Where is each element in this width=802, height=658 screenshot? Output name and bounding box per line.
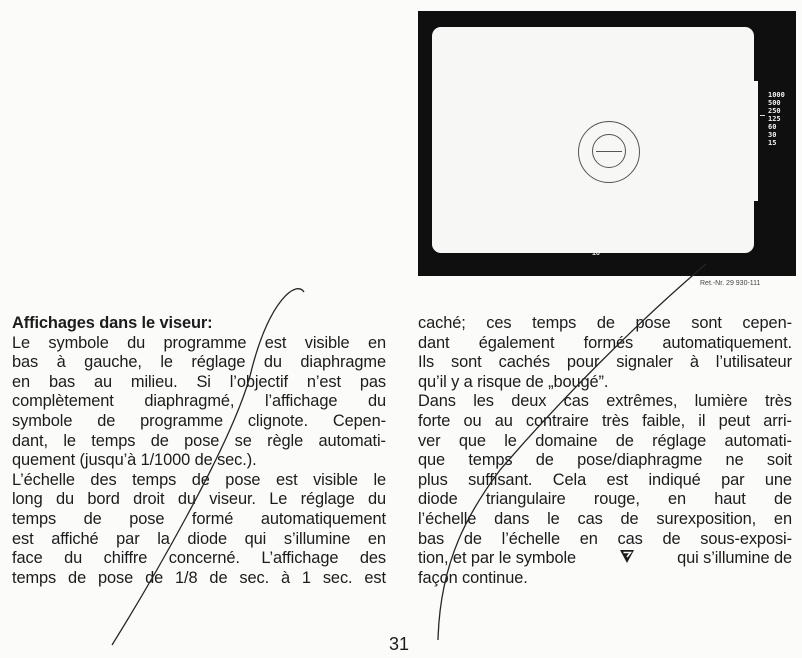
- word: milieu.: [130, 372, 178, 391]
- word: en: [12, 372, 31, 391]
- word: deux: [511, 392, 547, 411]
- word: temps: [132, 470, 177, 489]
- word: soit: [766, 451, 792, 470]
- word: caché;: [418, 314, 466, 332]
- text-fragment: tion, et par le symbole: [418, 549, 577, 568]
- word: viseur.: [209, 490, 256, 509]
- word: n’est: [306, 372, 341, 391]
- word: visible: [313, 470, 358, 489]
- word: dant,: [12, 431, 48, 450]
- word: réglage: [191, 353, 246, 372]
- word: est: [364, 568, 386, 587]
- word: L’échelle: [12, 470, 75, 489]
- word: Le: [269, 490, 288, 509]
- word: automatiquement.: [662, 333, 792, 352]
- word: des: [90, 470, 117, 489]
- word: du: [55, 490, 74, 509]
- word: en: [773, 509, 792, 528]
- section-heading: Affichages dans le viseur:: [12, 314, 213, 332]
- word: temps: [12, 509, 57, 528]
- word: du: [367, 392, 386, 411]
- word: droit: [133, 490, 165, 509]
- word: le: [63, 431, 76, 450]
- word: affiché: [51, 529, 99, 548]
- word: est: [264, 333, 287, 352]
- word: l’affichage: [264, 392, 338, 411]
- word: en: [367, 529, 386, 548]
- word: plus: [418, 470, 448, 489]
- word: programme: [163, 333, 247, 352]
- word: diaphragmé,: [144, 392, 235, 411]
- word: est: [275, 470, 298, 489]
- word: faible,: [642, 411, 686, 430]
- word: bas: [48, 372, 76, 391]
- word: également: [478, 333, 555, 352]
- word: temps: [91, 431, 136, 450]
- word: se: [234, 431, 252, 450]
- word: dans: [494, 509, 530, 528]
- word: concerné.: [168, 549, 240, 568]
- word: formé: [191, 509, 234, 528]
- word: de: [97, 411, 116, 430]
- word: Cela: [552, 470, 587, 489]
- word: automati-: [724, 431, 792, 450]
- word: de: [191, 470, 210, 489]
- shutter-speed-value: 1000: [768, 91, 785, 99]
- word: de: [463, 529, 482, 548]
- word: cachés: [498, 353, 550, 372]
- word: diode: [418, 490, 458, 509]
- word: forte: [418, 411, 451, 430]
- word: sous-exposi-: [700, 529, 792, 548]
- word: automatiquement: [260, 509, 386, 528]
- shutter-speed-value: 250: [768, 107, 781, 115]
- word: au: [93, 372, 113, 391]
- word: que: [458, 431, 486, 450]
- word: programme: [140, 411, 223, 430]
- word: le: [504, 431, 517, 450]
- word: gauche,: [84, 353, 142, 372]
- word: surexposition,: [656, 509, 757, 528]
- word: qui: [244, 529, 267, 548]
- word: de: [615, 431, 634, 450]
- shutter-speed-value: 60: [768, 123, 777, 131]
- word: temps: [12, 568, 57, 587]
- text-line: qu’il y a risque de „bougé”.: [418, 372, 609, 391]
- word: l’objectif: [229, 372, 288, 391]
- word: des: [359, 549, 386, 568]
- word: très: [601, 411, 629, 430]
- word: bord: [87, 490, 120, 509]
- word: de: [535, 451, 554, 470]
- word: automati-: [318, 431, 386, 450]
- word: les: [473, 392, 494, 411]
- word: en: [367, 333, 386, 352]
- word: bas: [418, 529, 445, 548]
- word: cas: [563, 392, 589, 411]
- word: indiqué: [648, 470, 701, 489]
- word: au: [494, 411, 513, 430]
- word: pour: [566, 353, 600, 372]
- word: l’échelle: [501, 529, 560, 548]
- shutter-speed-value: 30: [768, 131, 777, 139]
- word: triangulaire: [485, 490, 566, 509]
- word: cas: [577, 509, 603, 528]
- word: le: [547, 509, 560, 528]
- word: chiffre: [103, 549, 148, 568]
- word: bas: [12, 353, 39, 372]
- word: une: [764, 470, 792, 489]
- word: du: [263, 353, 282, 372]
- word: rouge,: [593, 490, 640, 509]
- word: de: [150, 431, 169, 450]
- shutter-speed-value: 125: [768, 115, 781, 123]
- word: l’utilisateur: [715, 353, 792, 372]
- word: extrêmes,: [606, 392, 678, 411]
- word: ver: [418, 431, 441, 450]
- word: temps: [532, 314, 577, 332]
- word: temps: [468, 451, 513, 470]
- word: en: [579, 529, 598, 548]
- word: très: [764, 392, 792, 411]
- word: sont: [691, 314, 722, 332]
- shutter-speed-value: 15: [768, 139, 777, 147]
- word: signaler: [616, 353, 673, 372]
- word: 1: [301, 568, 311, 587]
- word: ne: [725, 451, 744, 470]
- word: cepen-: [742, 314, 792, 332]
- word: sont: [451, 353, 482, 372]
- word: pose: [129, 509, 165, 528]
- word: du: [127, 333, 146, 352]
- word: Le: [12, 333, 31, 352]
- word: de: [596, 314, 615, 332]
- word: long: [12, 490, 43, 509]
- word: du: [367, 490, 386, 509]
- word: à: [689, 353, 699, 372]
- word: le: [373, 470, 386, 489]
- figure-reference: Ret.-Nr. 29 930-111: [700, 280, 761, 287]
- word: pas: [359, 372, 386, 391]
- word: pose: [98, 568, 134, 587]
- word: diaphragme: [300, 353, 386, 372]
- word: pose: [635, 314, 671, 332]
- word: diode: [187, 529, 227, 548]
- aperture-readout: 16: [592, 250, 600, 257]
- word: de: [620, 509, 639, 528]
- word: pose: [184, 431, 220, 450]
- word: cas: [617, 529, 643, 548]
- word: sec.: [322, 568, 353, 587]
- word: contraire: [525, 411, 589, 430]
- word: à: [56, 353, 66, 372]
- word: Cepen-: [332, 411, 386, 430]
- word: lumière: [694, 392, 748, 411]
- word: réglage: [300, 490, 355, 509]
- word: est: [606, 470, 629, 489]
- word: du: [64, 549, 83, 568]
- word: visible: [304, 333, 350, 352]
- word: l’échelle: [418, 509, 477, 528]
- page-number: 31: [389, 634, 410, 654]
- word: que: [418, 451, 446, 470]
- word: pose: [225, 470, 261, 489]
- word: face: [12, 549, 43, 568]
- word: Dans: [418, 392, 456, 411]
- word: L’affichage: [261, 549, 339, 568]
- word: est: [12, 529, 34, 548]
- word: en: [667, 490, 687, 509]
- word: de: [209, 568, 228, 587]
- word: de: [83, 509, 102, 528]
- word: de: [145, 568, 164, 587]
- word: de: [662, 529, 681, 548]
- word: haut: [714, 490, 746, 509]
- word: il: [698, 411, 706, 430]
- word: par: [721, 470, 745, 489]
- word: symbole: [12, 411, 73, 430]
- word: peut: [718, 411, 751, 430]
- word: ces: [486, 314, 512, 332]
- shutter-speed-value: 500: [768, 99, 781, 107]
- word: domaine: [535, 431, 598, 450]
- word: réglage: [652, 431, 707, 450]
- word: ou: [463, 411, 482, 430]
- word: complètement: [12, 392, 114, 411]
- word: de: [68, 568, 87, 587]
- word: le: [160, 353, 173, 372]
- word: Ils: [418, 353, 435, 372]
- word: sec.: [239, 568, 270, 587]
- word: du: [177, 490, 196, 509]
- text-line: façon continue.: [418, 568, 528, 587]
- word: à: [280, 568, 290, 587]
- word: la: [157, 529, 170, 548]
- word: 1/8: [175, 568, 198, 587]
- word: règle: [267, 431, 304, 450]
- word: par: [116, 529, 140, 548]
- text-fragment: qui s’illumine de: [677, 549, 792, 568]
- word: s’illumine: [283, 529, 351, 548]
- word: formés: [583, 333, 634, 352]
- word: de: [773, 490, 792, 509]
- word: symbole: [48, 333, 109, 352]
- word: pose/diaphragme: [577, 451, 703, 470]
- word: Si: [196, 372, 211, 391]
- word: suffisant.: [468, 470, 533, 489]
- text-line: quement (jusqu’à 1/1000 de sec.).: [12, 451, 257, 470]
- word: arri-: [763, 411, 792, 430]
- word: clignote.: [247, 411, 308, 430]
- word: dant: [418, 333, 450, 352]
